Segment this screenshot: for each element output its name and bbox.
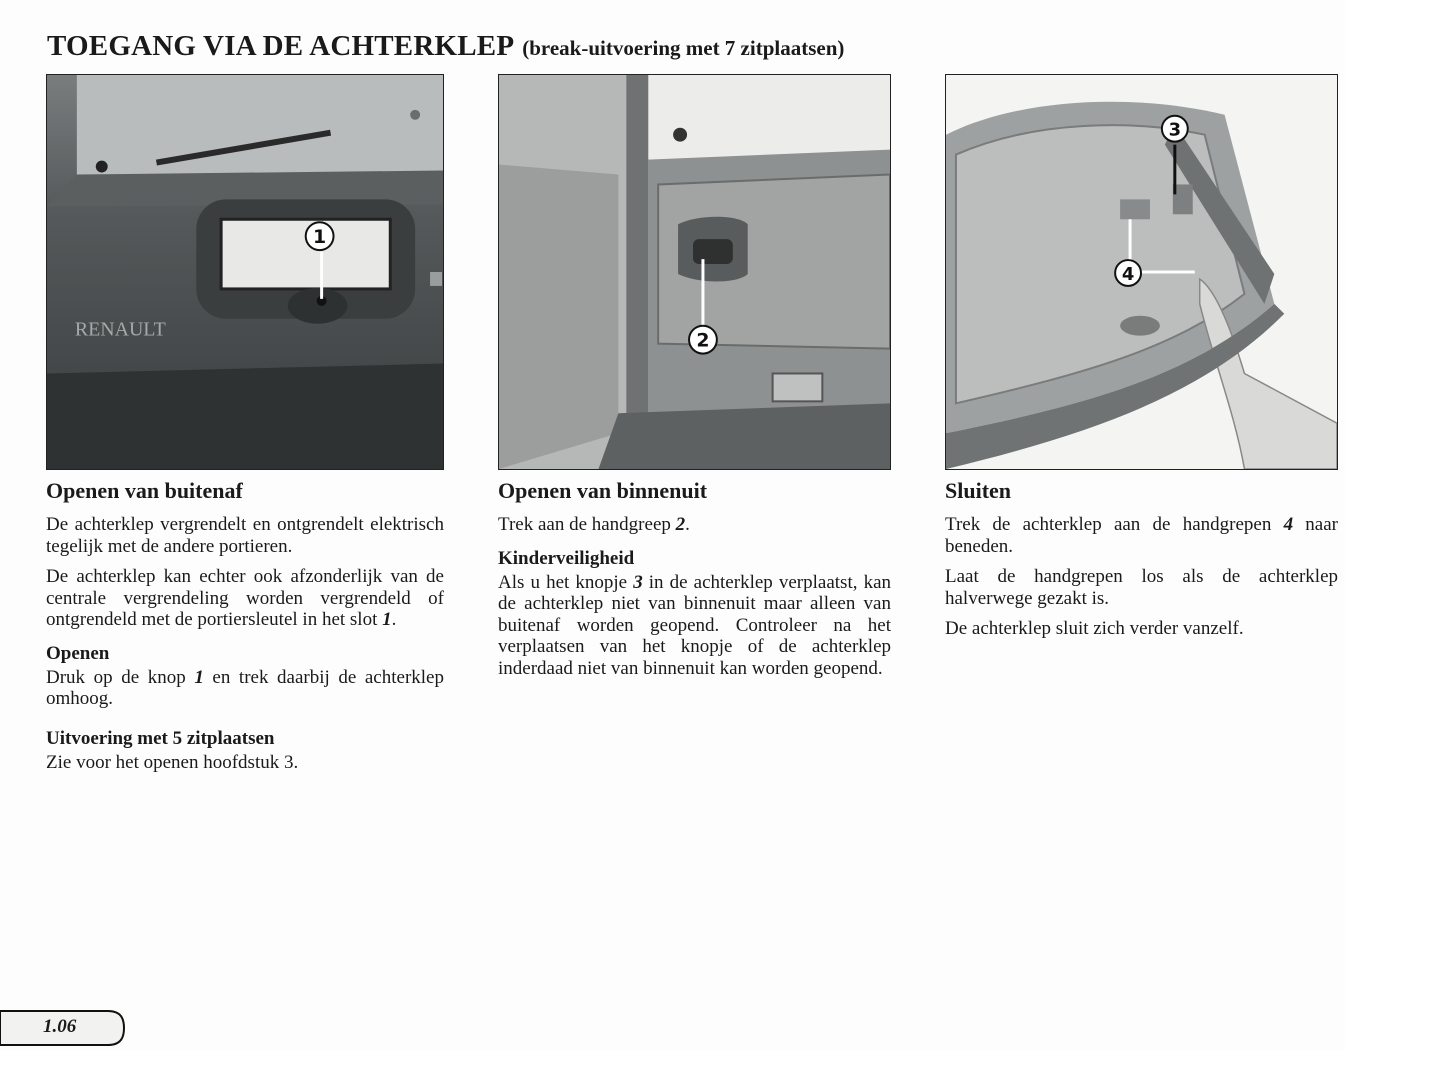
renault-badge: RENAULT: [74, 318, 166, 341]
callout-3: 3: [1168, 119, 1182, 141]
paragraph-child-safety: Als u het knopje 3 in de achterklep verplaatst, kan de achterklep niet van binnenuit maar alleen van buitenaf worden geopend. Controleer na het verplaatsen van het knopje of de achterklep inderdaad niet van binnenuit kan worden geopend.: [498, 571, 891, 679]
ref-1b: 1: [194, 666, 204, 688]
ref-3: 3: [633, 571, 643, 593]
title-main: TOEGANG VIA DE ACHTERKLEP: [47, 30, 515, 62]
paragraph-pull-handle: Trek aan de handgreep 2.: [498, 514, 690, 535]
paragraph-key-lock: De achterklep kan echter ook afzonderlijk van de centrale vergrendeling worden vergrendeld of ontgrendeld met de portiersleutel in het slot 1.: [46, 566, 444, 630]
paragraph-electric-lock: De achterklep vergrendelt en ontgrendelt elektrisch tegelijk met de andere portieren.: [46, 514, 444, 557]
heading-closing: Sluiten: [945, 478, 1012, 503]
paragraph-see-chapter: Zie voor het openen hoofdstuk 3.: [46, 751, 299, 773]
column-inside-opening: [498, 74, 891, 688]
ref-1: 1: [382, 609, 392, 630]
callout-4: 4: [1121, 263, 1135, 285]
heading-outside: Openen van buitenaf: [46, 478, 243, 503]
column-outside-opening: [46, 74, 444, 782]
title-sub: (break-uitvoering met 7 zitplaatsen): [522, 36, 845, 60]
paragraph-auto-close: De achterklep sluit zich verder vanzelf.: [945, 618, 1244, 639]
paragraph-pull-down: Trek de achterklep aan de handgrepen 4 naar beneden.: [945, 514, 1338, 557]
page-title: [47, 30, 844, 63]
photo-tailgate-closing: [945, 74, 1338, 470]
column-closing: [945, 74, 1338, 649]
ref-2: 2: [675, 514, 686, 535]
photo-tailgate-interior: [498, 74, 891, 470]
subheading-openen: Openen: [46, 642, 110, 664]
page-number: 1.06: [43, 1016, 77, 1037]
paragraph-release: Laat de handgrepen los als de achterklep halverwege gezakt is.: [945, 566, 1338, 609]
heading-inside: Openen van binnenuit: [498, 478, 708, 503]
paragraph-press-button: Druk op de knop 1 en trek daarbij de achterklep omhoog.: [46, 666, 444, 709]
page-number-tab: [0, 1010, 126, 1046]
ref-4: 4: [1283, 514, 1294, 535]
subheading-5-seats: Uitvoering met 5 zitplaatsen: [46, 727, 275, 749]
photo-tailgate-exterior: [46, 74, 444, 470]
subheading-child-safety: Kinderveiligheid: [498, 547, 635, 569]
callout-2: 2: [696, 329, 710, 352]
callout-1: 1: [313, 226, 327, 249]
